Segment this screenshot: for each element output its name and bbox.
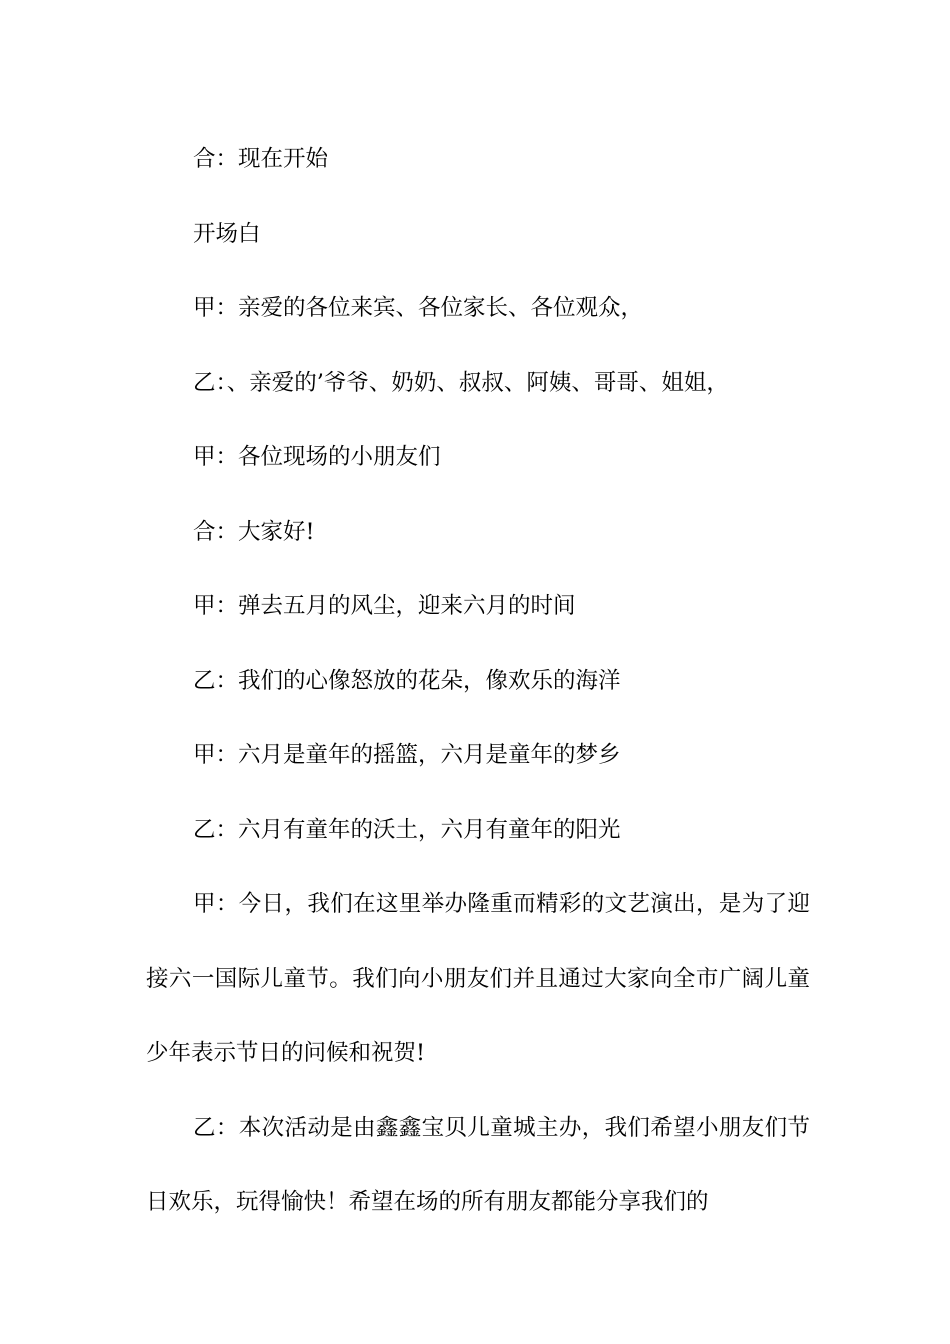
paragraph-jia-children: 甲：各位现场的小朋友们: [193, 444, 441, 470]
paragraph-yi-heart: 乙：我们的心像怒放的花朵，像欢乐的海洋: [193, 667, 621, 694]
document-body: [146, 122, 810, 1240]
paragraph-jia-june: 甲：弹去五月的风尘，迎来六月的时间: [193, 593, 576, 619]
paragraph-yi-relatives: 乙：、亲爱的’爷爷、奶奶、叔叔、阿姨、哥哥、姐姐，: [193, 369, 729, 396]
paragraph-opening-title: 开场白: [193, 220, 261, 247]
paragraph-heli-start: 合：现在开始: [193, 146, 329, 172]
paragraph-he-greeting: 合：大家好!: [193, 518, 315, 545]
paragraph-jia-guests: 甲：亲爱的各位来宾、各位家长、各位观众，: [193, 295, 644, 321]
paragraph-jia-cradle: 甲：六月是童年的摇篮，六月是童年的梦乡: [193, 742, 621, 768]
paragraph-yi-organizer: 乙：本次活动是由鑫鑫宝贝儿童城主办，我们希望小朋友们节日欢乐，玩得愉快！希望在场的所有朋友都能分享我们的: [146, 1114, 810, 1215]
paragraph-jia-performance: 甲：今日，我们在这里举办隆重而精彩的文艺演出，是为了迎接六一国际儿童节。我们向小朋友们并且通过大家向全市广阔儿童少年表示节日的问候和祝贺!: [146, 891, 810, 1066]
paragraph-yi-sunshine: 乙：六月有童年的沃土，六月有童年的阳光: [193, 816, 621, 843]
